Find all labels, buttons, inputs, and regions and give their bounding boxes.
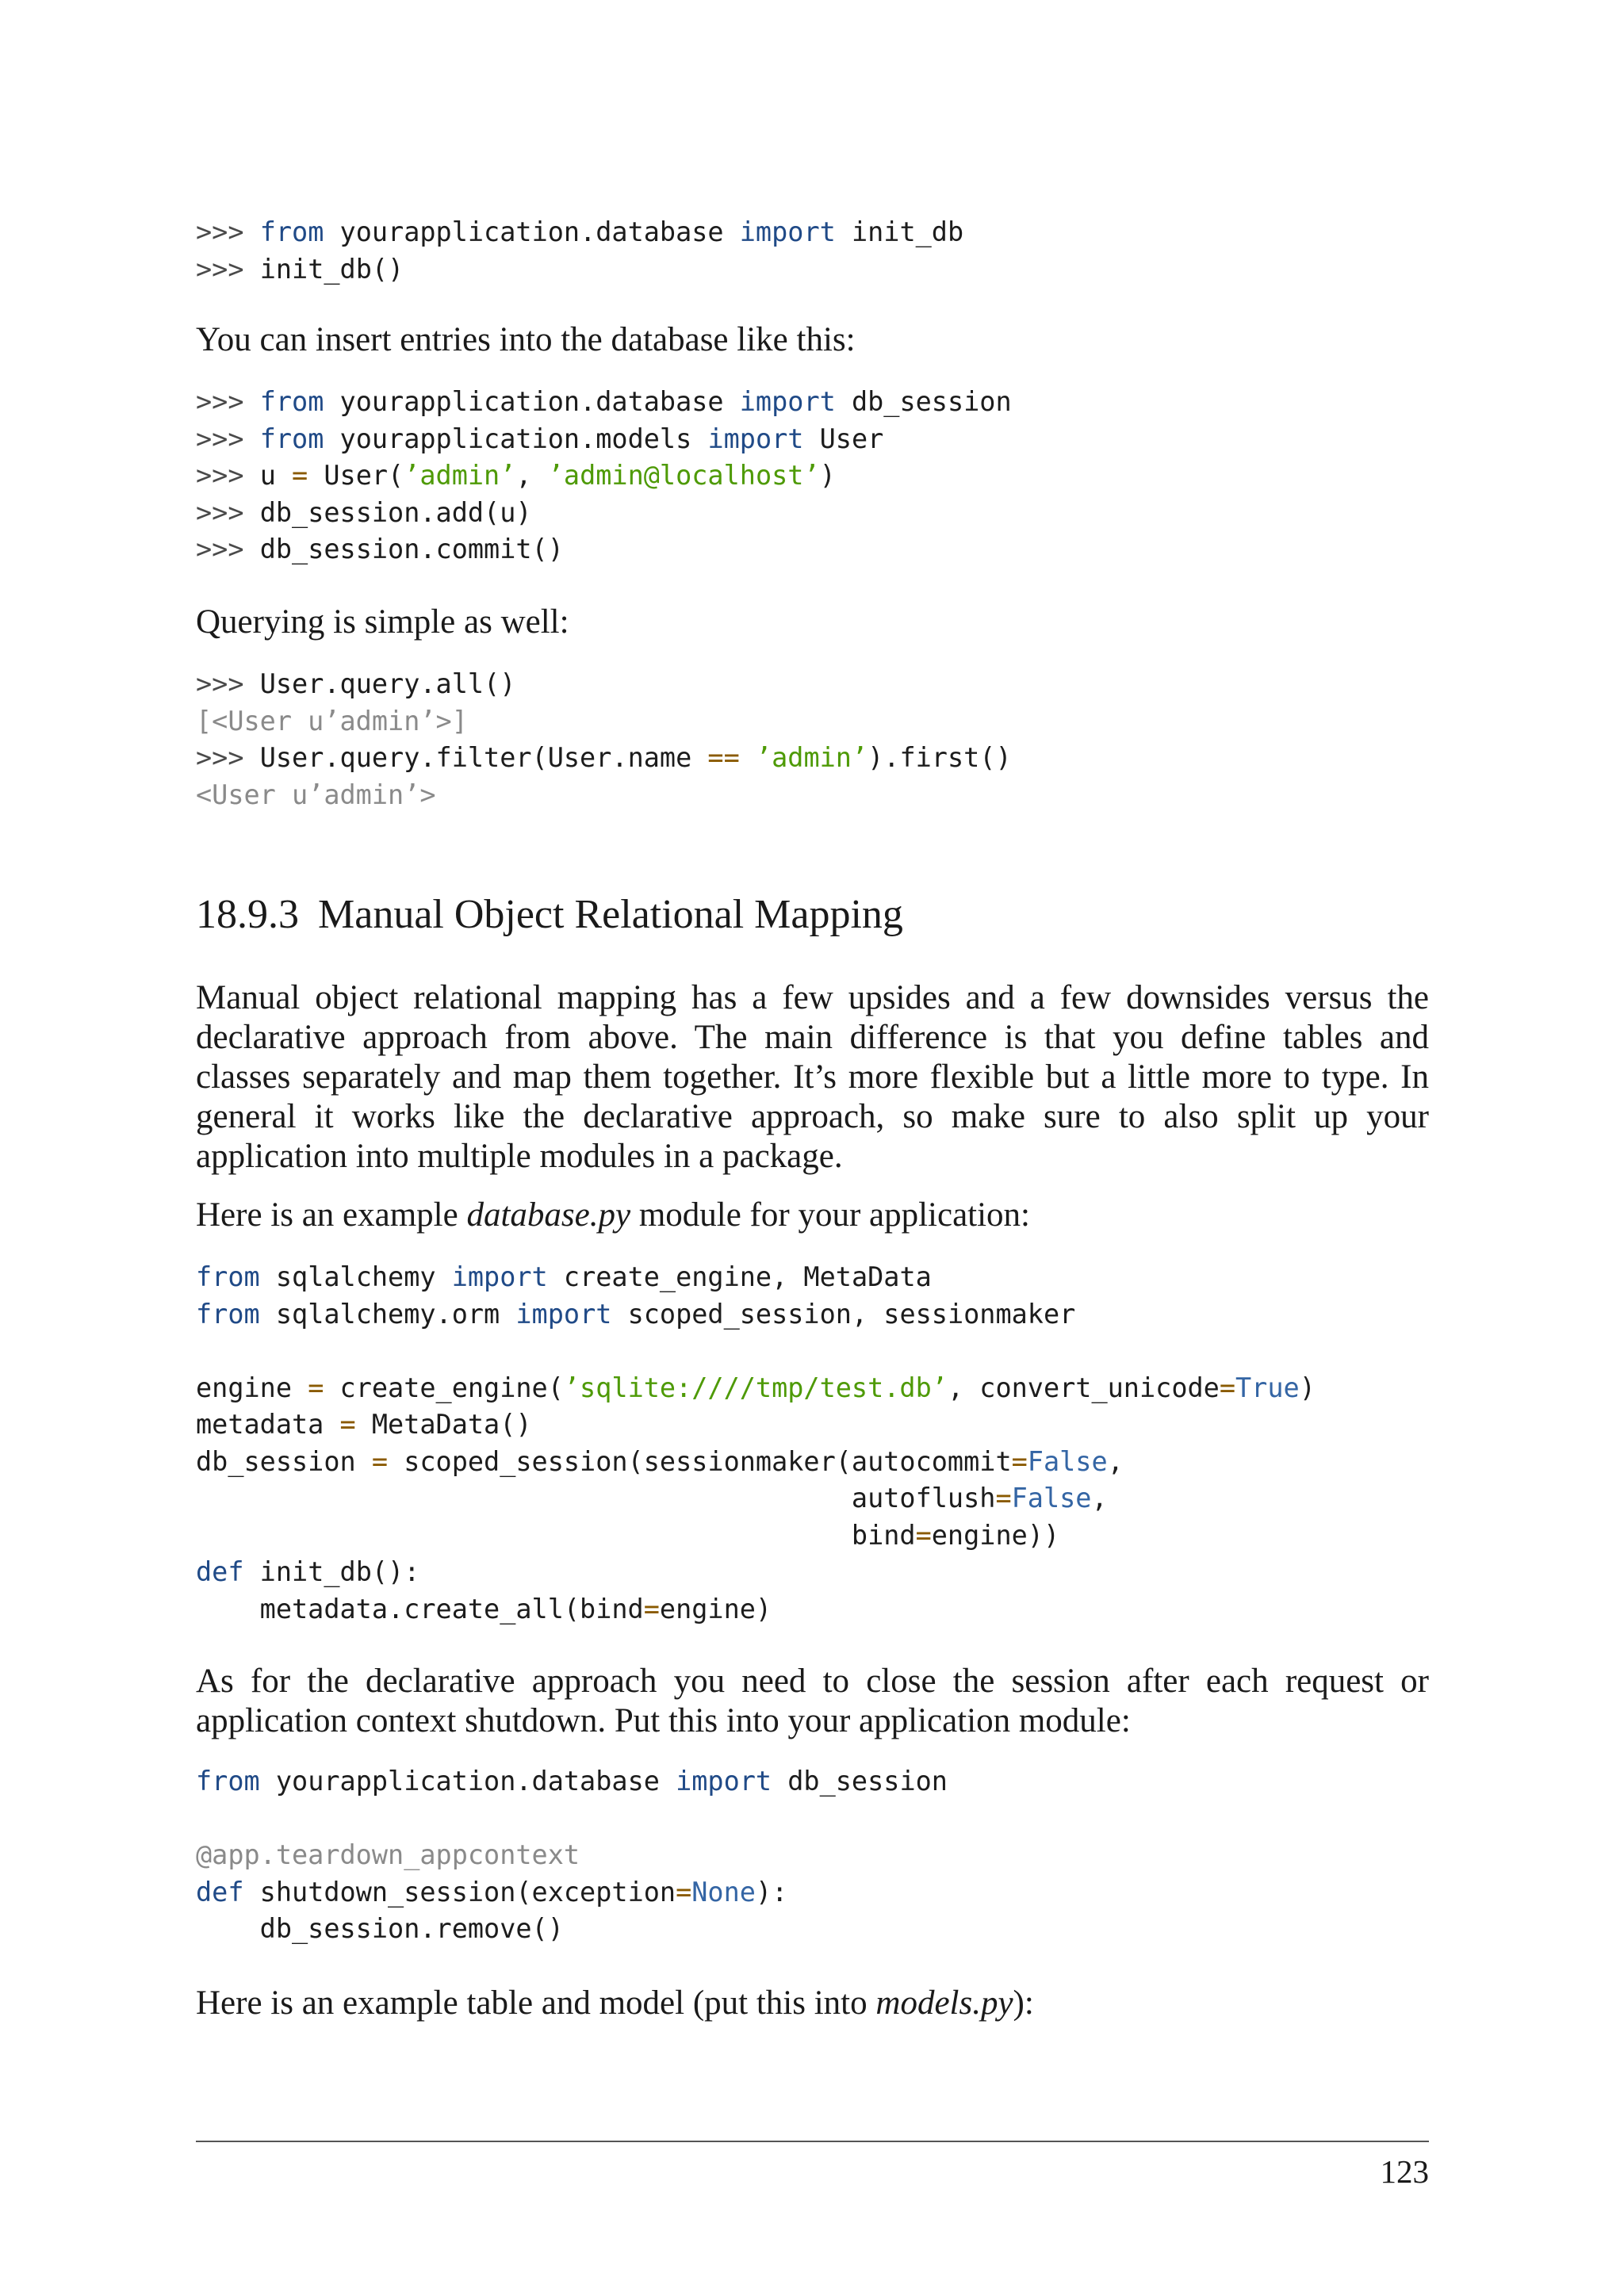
paragraph-insert-entries: You can insert entries into the database like this: [196,321,856,358]
code-line: <User u’admin’> [196,779,436,810]
paragraph-manual-orm-intro: Manual object relational mapping has a few upsides and a few downsides versus the declarative approach from above. The main difference is that you define tables and classes separately and map them together. It’s more flexible but a little more to type. In general it works like the declarative approach, so make sure to also split up your application into multiple modules in a package. [196,979,1429,1175]
code-line: from yourapplication.database import db_session [196,1766,948,1797]
code-line: autoflush=False, [196,1483,1108,1513]
paragraph-close-session: As for the declarative approach you need to close the session after each request or application context shutdown. Put this into your application module: [196,1663,1429,1739]
section-title: Manual Object Relational Mapping [318,892,903,937]
code-line: from sqlalchemy import create_engine, MetaData [196,1261,932,1292]
code-line: >>> User.query.all() [196,668,516,699]
code-line: >>> u = User(’admin’, ’admin@localhost’) [196,460,836,491]
code-line: >>> from yourapplication.database import init_db [196,216,964,247]
code-line: db_session = scoped_session(sessionmaker(autocommit=False, [196,1445,1124,1477]
code-line: metadata = MetaData() [196,1409,532,1440]
paragraph-database-example: Here is an example database.py module for your application: [196,1196,1031,1234]
code-line: def init_db(): [196,1556,420,1587]
footer-divider [196,2141,1429,2142]
code-line: >>> from yourapplication.models import User [196,423,884,454]
document-page [196,0,1429,2296]
code-block-init-db [196,214,963,288]
code-line: bind=engine)) [196,1519,1060,1551]
page-number: 123 [1380,2153,1429,2190]
code-block-database-module [196,1259,1316,1628]
code-line: >>> from yourapplication.database import db_session [196,386,1012,417]
code-line: engine = create_engine(’sqlite:////tmp/test.db’, convert_unicode=True) [196,1372,1316,1403]
code-block-querying [196,666,1012,813]
code-line: metadata.create_all(bind=engine) [196,1593,772,1624]
code-line: def shutdown_session(exception=None): [196,1876,788,1908]
paragraph-models-example: Here is an example table and model (put this into models.py): [196,1984,1034,2022]
code-line [196,1800,948,1838]
filename-database-py: database.py [466,1196,631,1234]
paragraph-querying: Querying is simple as well: [196,603,569,641]
code-line: >>> db_session.add(u) [196,496,532,528]
filename-models-py: models.py [875,1984,1013,2022]
code-line [196,1333,1316,1370]
code-line: >>> db_session.commit() [196,534,564,564]
code-block-insert-entries [196,384,1012,568]
code-line: [<User u’admin’>] [196,705,468,737]
code-line: @app.teardown_appcontext [196,1839,580,1870]
code-line: >>> init_db() [196,253,404,285]
code-line: >>> User.query.filter(User.name == ’admin’).first() [196,742,1012,773]
section-number: 18.9.3 [196,892,299,937]
section-heading [196,891,903,939]
code-line: from sqlalchemy.orm import scoped_session, sessionmaker [196,1298,1076,1330]
code-block-shutdown-session [196,1763,948,1948]
code-line: db_session.remove() [196,1913,564,1944]
